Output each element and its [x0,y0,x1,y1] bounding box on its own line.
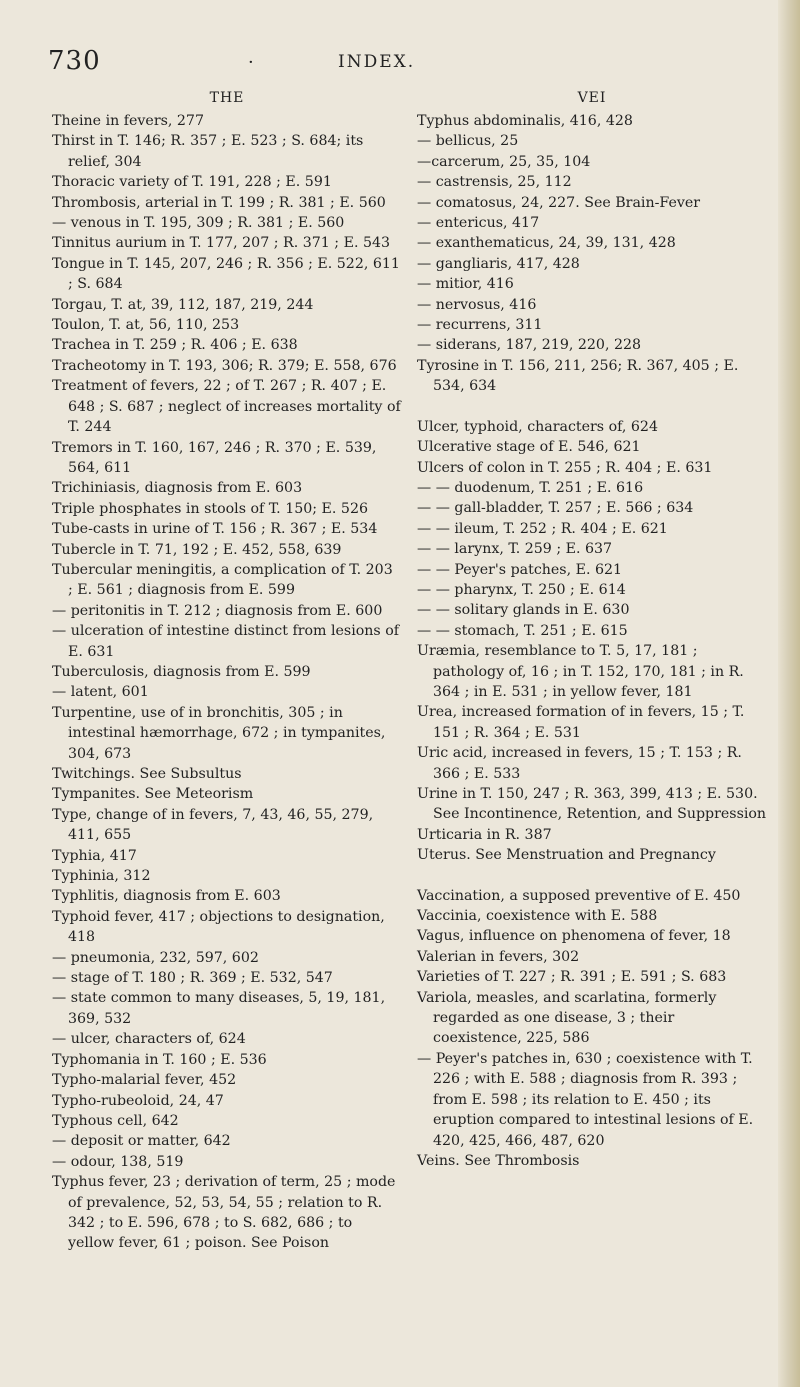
index-entry: — — ileum, T. 252 ; R. 404 ; E. 621 [417,520,668,537]
index-entry: — ulceration of intestine distinct from lesions of E. 631 [52,623,400,660]
index-entry: Tinnitus aurium in T. 177, 207 ; R. 371 ; E. 543 [52,235,391,252]
index-entry: Uræmia, resemblance to T. 5, 17, 181 ; pathology of, 16 ; in T. 152, 170, 181 ; in R. 364 ; in E. 531 ; in yellow fever, 181 [417,643,744,700]
index-entry: Variola, measles, and scarlatina, formerly regarded as one disease, 3 ; their coexistence, 225, 586 [417,989,717,1047]
index-entry: Veins. See Thrombosis [417,1152,580,1169]
index-entry: — — stomach, T. 251 ; E. 615 [417,622,628,639]
index-entry: Tracheotomy in T. 193, 306; R. 379; E. 558, 676 [52,357,397,374]
index-entry: Typho-malarial fever, 452 [52,1072,237,1089]
index-entry: Trichiniasis, diagnosis from E. 603 [52,480,303,497]
index-entry: Tubercle in T. 71, 192 ; E. 452, 558, 639 [52,541,342,558]
index-entry: Vagus, influence on phenomena of fever, 18 [417,928,731,945]
index-entry: — castrensis, 25, 112 [417,174,572,191]
index-entry: — state common to many diseases, 5, 19, 181, 369, 532 [52,990,386,1027]
section-gap [417,866,767,886]
index-entry: — gangliaris, 417, 428 [417,255,580,272]
index-entry: — nervosus, 416 [417,296,537,313]
index-entry: Twitchings. See Subsultus [52,766,242,782]
index-entry: — deposit or matter, 642 [52,1133,231,1150]
left-column-heading: THE [209,90,245,106]
index-entry: Typhinia, 312 [52,868,151,885]
index-entry: — mitior, 416 [417,276,514,293]
section-gap [417,397,767,417]
index-entry: Typhia, 417 [52,847,137,864]
index-entry: Tubercular meningitis, a complication of T. 203 ; E. 561 ; diagnosis from E. 599 [52,561,393,599]
index-entry: — exanthematicus, 24, 39, 131, 428 [417,235,676,252]
index-entry: Thirst in T. 146; R. 357 ; E. 523 ; S. 684; its relief, 304 [52,133,364,170]
index-entry: — — Peyer's patches, E. 621 [417,561,623,578]
index-entry: — — gall-bladder, T. 257 ; E. 566 ; 634 [417,500,694,517]
header-dot: · [248,52,254,73]
index-entry: Typhous cell, 642 [52,1112,179,1129]
index-entry: Turpentine, use of in bronchitis, 305 ; in intestinal hæmorrhage, 672 ; in tympanites, 304, 673 [52,704,386,762]
index-entry: — peritonitis in T. 212 ; diagnosis from E. 600 [52,602,383,619]
index-entry: Theine in fevers, 277 [52,113,204,129]
index-entry: — recurrens, 311 [417,317,543,334]
index-entry: — latent, 601 [52,684,149,701]
index-entry: — ulcer, characters of, 624 [52,1031,246,1048]
right-column [417,90,767,1171]
index-entry: Tube-casts in urine of T. 156 ; R. 367 ; E. 534 [52,521,378,538]
index-entry: Torgau, T. at, 39, 112, 187, 219, 244 [52,296,314,313]
index-entry: Urticaria in R. 387 [417,826,552,843]
index-entry: Uric acid, increased in fevers, 15 ; T. 153 ; R. 366 ; E. 533 [417,745,742,782]
left-column [52,90,402,1254]
index-entry: Ulcerative stage of E. 546, 621 [417,439,641,456]
index-entry: Typhlitis, diagnosis from E. 603 [52,888,281,905]
index-entry: — — duodenum, T. 251 ; E. 616 [417,479,644,496]
index-entry: Urea, increased formation of in fevers, 15 ; T. 151 ; R. 364 ; E. 531 [417,704,745,741]
index-entry: Thrombosis, arterial in T. 199 ; R. 381 ; E. 560 [52,194,386,211]
index-entry: — pneumonia, 232, 597, 602 [52,949,259,966]
index-entry: Type, change of in fevers, 7, 43, 46, 55, 279, 411, 655 [52,806,374,844]
index-entry: — Peyer's patches in, 630 ; coexistence with T. 226 ; with E. 588 ; diagnosis from R. 393 ; from E. 598 ; its relation to E. 450 ; its eruption compared to intestinal lesions of E. 420, 425, 466, 487, 620 [417,1050,754,1149]
index-entry: — — pharynx, T. 250 ; E. 614 [417,581,626,598]
index-entry: — stage of T. 180 ; R. 369 ; E. 532, 547 [52,970,333,987]
index-entry: Tyrosine in T. 156, 211, 256; R. 367, 405 ; E. 534, 634 [417,357,739,395]
index-entry: —carcerum, 25, 35, 104 [417,153,591,170]
index-entry: Trachea in T. 259 ; R. 406 ; E. 638 [52,337,298,354]
left-entry-list [52,111,402,1254]
right-entry-list [417,111,767,1171]
index-entry: Tremors in T. 160, 167, 246 ; R. 370 ; E. 539, 564, 611 [52,439,377,476]
index-entry: Toulon, T. at, 56, 110, 253 [52,317,240,334]
index-entry: — venous in T. 195, 309 ; R. 381 ; E. 560 [52,215,345,232]
index-entry: Tympanites. See Meteorism [52,786,254,803]
index-entry: Typhus fever, 23 ; derivation of term, 25 ; mode of prevalence, 52, 53, 54, 55 ; relation to R. 342 ; to E. 596, 678 ; to S. 682, 686 ; to yellow fever, 61 ; poison. See Poison [52,1174,396,1252]
index-entry: — odour, 138, 519 [52,1153,184,1170]
index-entry: Urine in T. 150, 247 ; R. 363, 399, 413 ; E. 530. See Incontinence, Retention, and Suppression [417,786,767,823]
index-entry: Valerian in fevers, 302 [417,948,580,965]
index-entry: — bellicus, 25 [417,133,519,150]
index-entry: Tuberculosis, diagnosis from E. 599 [52,663,311,680]
index-entry: Thoracic variety of T. 191, 228 ; E. 591 [52,174,332,191]
page-number: 730 [48,46,101,76]
index-entry: Vaccination, a supposed preventive of E. 450 [417,887,741,904]
index-entry: Uterus. See Menstruation and Pregnancy [417,847,716,864]
page-edge [778,0,800,1387]
index-entry: — siderans, 187, 219, 220, 228 [417,337,642,354]
index-entry: — entericus, 417 [417,215,540,232]
index-entry: Ulcers of colon in T. 255 ; R. 404 ; E. 631 [417,459,713,476]
right-column-heading: VEI [577,90,607,106]
index-entry: Treatment of fevers, 22 ; of T. 267 ; R. 407 ; E. 648 ; S. 687 ; neglect of increases mortality of T. 244 [52,378,401,436]
index-entry: Typhus abdominalis, 416, 428 [417,113,633,129]
index-entry: Typhoid fever, 417 ; objections to designation, 418 [52,908,385,946]
index-entry: Tongue in T. 145, 207, 246 ; R. 356 ; E. 522, 611 ; S. 684 [52,255,400,293]
index-entry: Typho-rubeoloid, 24, 47 [52,1092,224,1109]
page-header [0,46,800,76]
index-entry: — — larynx, T. 259 ; E. 637 [417,541,613,558]
index-entry: Ulcer, typhoid, characters of, 624 [417,418,658,435]
index-entry: — comatosus, 24, 227. See Brain-Fever [417,194,701,211]
index-entry: Varieties of T. 227 ; R. 391 ; E. 591 ; S. 683 [417,969,727,986]
index-entry: Vaccinia, coexistence with E. 588 [417,908,658,925]
index-entry: Typhomania in T. 160 ; E. 536 [52,1051,267,1068]
running-head: INDEX. [338,52,416,72]
index-entry: — — solitary glands in E. 630 [417,602,630,619]
index-entry: Triple phosphates in stools of T. 150; E. 526 [52,500,369,517]
